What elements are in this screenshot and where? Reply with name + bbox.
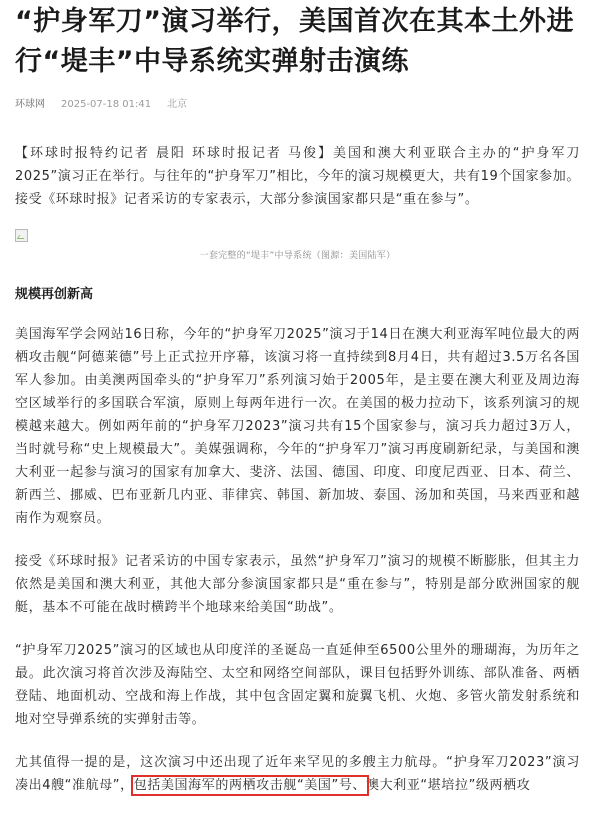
publish-location: 北京 — [167, 99, 188, 110]
source-name[interactable]: 环球网 — [15, 99, 45, 110]
image-caption: 一套完整的“堤丰”中导系统（图源：美国陆军） — [199, 251, 396, 261]
article-meta — [15, 98, 580, 112]
paragraph-4-part2: 澳大利亚“堪培拉”级两栖攻 — [366, 778, 531, 793]
lead-paragraph: 【环球时报特约记者 晨阳 环球时报记者 马俊】美国和澳大利亚联合主办的“护身军刀2025”演习正在举行。与往年的“护身军刀”相比，今年的演习规模更大，共有19个国家参加。接受《环球时报》记者采访的专家表示，大部分参演国家都只是“重在参与”。 — [15, 146, 580, 207]
highlighted-text: 包括美国海军的两栖攻击舰“美国”号、 — [133, 778, 367, 793]
paragraph-3: “护身军刀2025”演习的区域也从印度洋的圣诞岛一直延伸至6500公里外的珊瑚海，为历年之最。此次演习将首次涉及海陆空、太空和网络空间部队，课目包括野外训练、部队准备、两栖登陆、地面机动、空战和海上作战，其中包含固定翼和旋翼飞机、火炮、多管火箭发射系统和地对空导弹系统的实弹射击等。 — [15, 643, 580, 727]
paragraph-1: 美国海军学会网站16日称，今年的“护身军刀2025”演习于14日在澳大利亚海军吨位最大的两栖攻击舰“阿德莱德”号上正式拉开序幕，该演习将一直持续到8月4日，共有超过3.5万名各国军人参加。由美澳两国牵头的“护身军刀”系列演习始于2005年，是主要在澳大利亚及周边海空区域举行的多国联合军演，原则上每两年进行一次。在美国的极力拉动下，该系列演习的规模越来越大。例如两年前的“护身军刀2023”演习共有15个国家参与，演习兵力超过3万人，当时就号称“史上规模最大”。美媒强调称，今年的“护身军刀”演习再度刷新纪录，与美国和澳大利亚一起参与演习的国家有加拿大、斐济、法国、德国、印度、印度尼西亚、日本、荷兰、新西兰、挪威、巴布亚新几内亚、菲律宾、韩国、新加坡、泰国、汤加和英国，马来西亚和越南作为观察员。 — [15, 327, 580, 526]
paragraph-2: 接受《环球时报》记者采访的中国专家表示，虽然“护身军刀”演习的规模不断膨胀，但其主力依然是美国和澳大利亚，其他大部分参演国家都只是“重在参与”，特别是部分欧洲国家的舰艇，基本不可能在战时横跨半个地球来给美国“助战”。 — [15, 554, 580, 615]
publish-date: 2025-07-18 01:41 — [61, 99, 152, 110]
paragraph-4 — [15, 751, 580, 797]
broken-image-icon — [15, 229, 28, 242]
article-title: “护身军刀”演习举行，美国首次在其本土外进行“堤丰”中导系统实弹射击演练 — [15, 6, 574, 77]
article — [15, 0, 580, 797]
section-heading: 规模再创新高 — [15, 287, 94, 302]
article-image[interactable] — [15, 228, 29, 242]
paragraph-4-part1: 尤其值得一提的是，这次演习中还出现了近年来罕见的多艘主力航母。“护身军刀2023”演习凑出4艘“准航母”， — [15, 755, 580, 793]
